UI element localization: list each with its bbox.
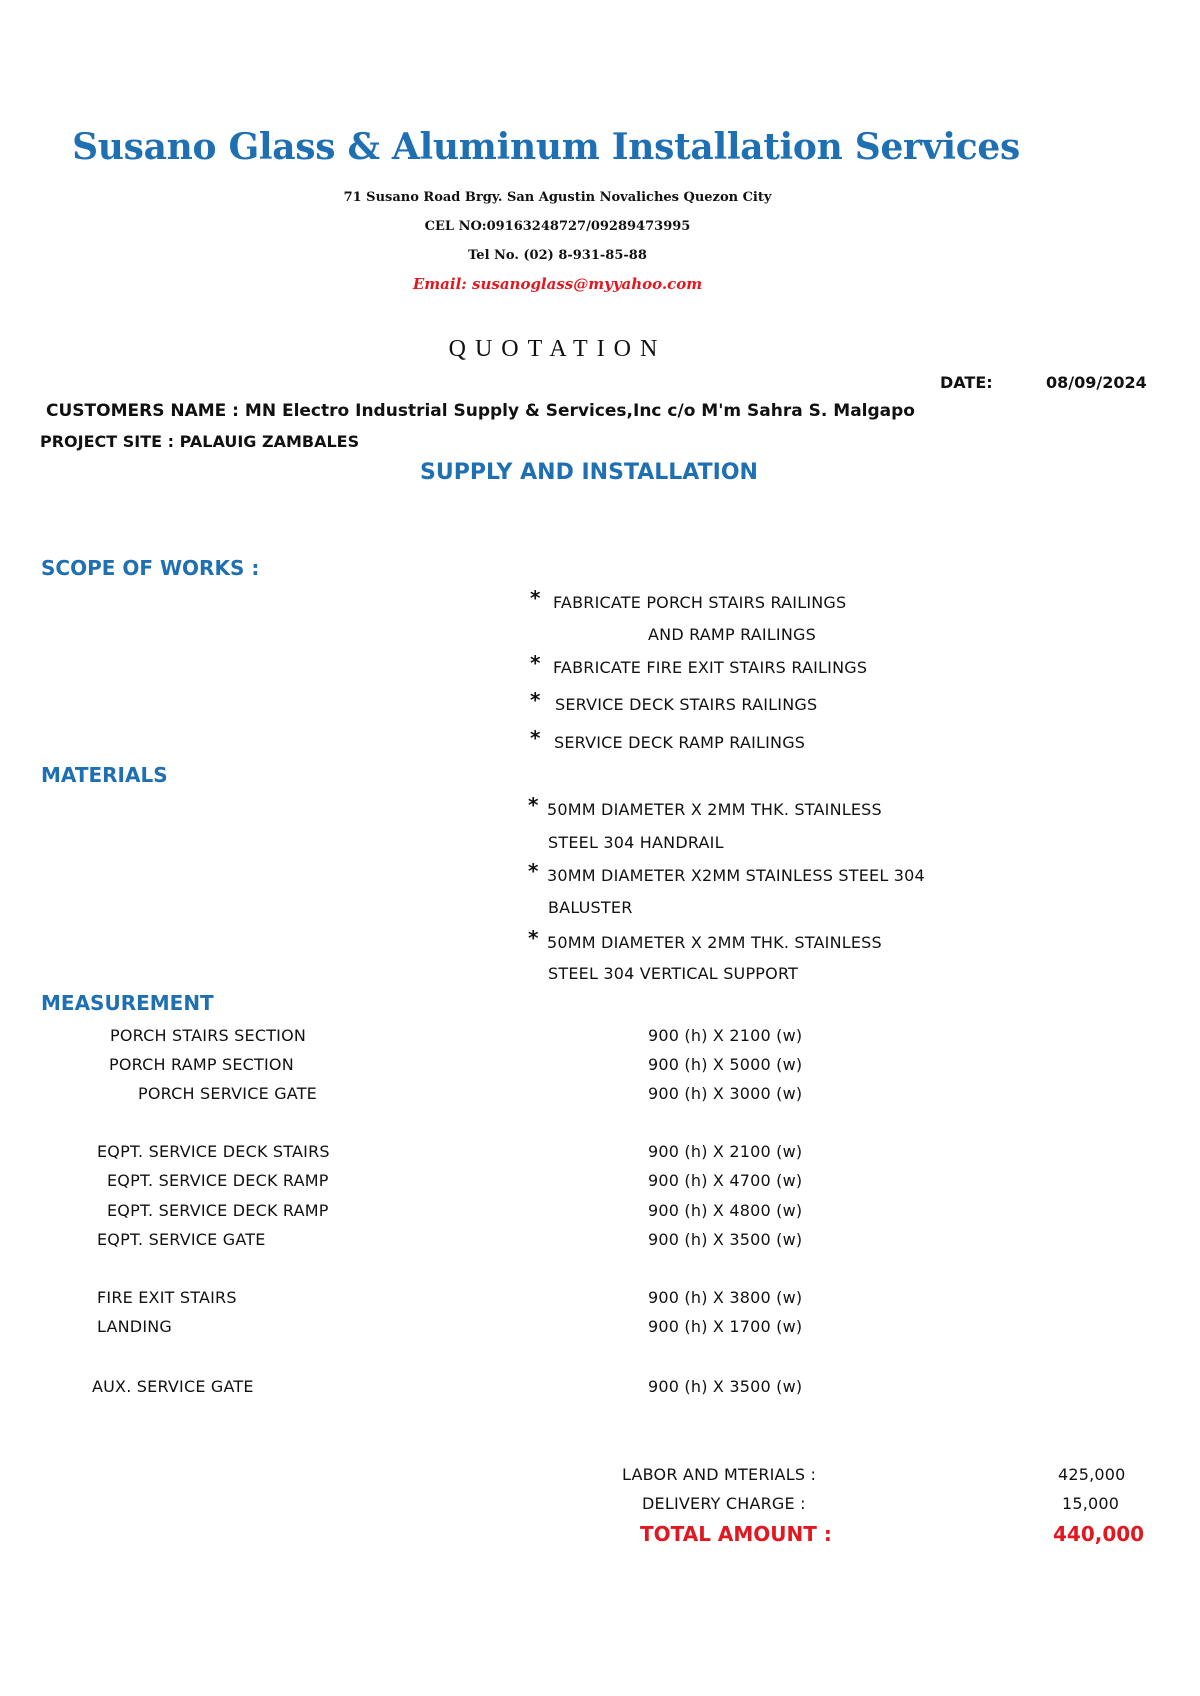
materials-bullet: *	[528, 859, 539, 883]
measurement-label: LANDING	[97, 1317, 173, 1336]
measurement-label: PORCH RAMP SECTION	[109, 1055, 294, 1074]
company-email: Email: susanoglass@myyahoo.com	[412, 275, 703, 293]
scope-item: FABRICATE FIRE EXIT STAIRS RAILINGS	[553, 658, 868, 677]
company-name: Susano Glass & Aluminum Installation Services	[72, 126, 1020, 168]
measurement-value: 900 (h) X 3500 (w)	[648, 1377, 803, 1396]
measurement-value: 900 (h) X 1700 (w)	[648, 1317, 803, 1336]
project-site: PROJECT SITE : PALAUIG ZAMBALES	[40, 432, 360, 451]
measurement-heading: MEASUREMENT	[41, 991, 214, 1015]
labor-value: 425,000	[1058, 1465, 1126, 1484]
material-item: 30MM DIAMETER X2MM STAINLESS STEEL 304	[547, 866, 925, 885]
scope-item: FABRICATE PORCH STAIRS RAILINGS	[553, 593, 847, 612]
scope-heading: SCOPE OF WORKS :	[41, 556, 260, 580]
measurement-label: PORCH STAIRS SECTION	[110, 1026, 307, 1045]
measurement-value: 900 (h) X 3000 (w)	[648, 1084, 803, 1103]
scope-item: AND RAMP RAILINGS	[648, 625, 816, 644]
customer-name: CUSTOMERS NAME : MN Electro Industrial Supply & Services,Inc c/o M'm Sahra S. Malgapo	[46, 401, 915, 421]
materials-bullet: *	[528, 926, 539, 950]
scope-item: SERVICE DECK STAIRS RAILINGS	[555, 695, 818, 714]
total-label: TOTAL AMOUNT :	[640, 1522, 832, 1546]
measurement-value: 900 (h) X 4800 (w)	[648, 1201, 803, 1220]
document-title: QUOTATION	[448, 336, 667, 362]
materials-heading: MATERIALS	[41, 763, 168, 787]
measurement-label: FIRE EXIT STAIRS	[97, 1288, 237, 1307]
scope-bullet: *	[530, 651, 541, 675]
materials-bullet: *	[528, 793, 539, 817]
measurement-value: 900 (h) X 4700 (w)	[648, 1171, 803, 1190]
company-address: 71 Susano Road Brgy. San Agustin Novaliches Quezon City	[343, 190, 772, 205]
scope-bullet: *	[530, 688, 541, 712]
labor-label: LABOR AND MTERIALS :	[622, 1465, 817, 1484]
company-tel: Tel No. (02) 8-931-85-88	[468, 248, 647, 263]
material-item: 50MM DIAMETER X 2MM THK. STAINLESS	[547, 800, 882, 819]
material-item: STEEL 304 HANDRAIL	[548, 833, 724, 852]
measurement-label: EQPT. SERVICE DECK RAMP	[107, 1171, 329, 1190]
date-value: 08/09/2024	[1046, 373, 1147, 392]
measurement-label: EQPT. SERVICE GATE	[97, 1230, 266, 1249]
measurement-value: 900 (h) X 5000 (w)	[648, 1055, 803, 1074]
delivery-value: 15,000	[1062, 1494, 1120, 1513]
date-label: DATE:	[940, 373, 993, 392]
company-cel: CEL NO:09163248727/09289473995	[424, 219, 691, 234]
delivery-label: DELIVERY CHARGE :	[642, 1494, 806, 1513]
scope-bullet: *	[530, 586, 541, 610]
scope-bullet: *	[530, 726, 541, 750]
material-item: STEEL 304 VERTICAL SUPPORT	[548, 964, 799, 983]
measurement-value: 900 (h) X 2100 (w)	[648, 1026, 803, 1045]
measurement-label: EQPT. SERVICE DECK STAIRS	[97, 1142, 330, 1161]
measurement-value: 900 (h) X 2100 (w)	[648, 1142, 803, 1161]
measurement-value: 900 (h) X 3800 (w)	[648, 1288, 803, 1307]
measurement-label: EQPT. SERVICE DECK RAMP	[107, 1201, 329, 1220]
material-item: 50MM DIAMETER X 2MM THK. STAINLESS	[547, 933, 882, 952]
scope-item: SERVICE DECK RAMP RAILINGS	[554, 733, 806, 752]
material-item: BALUSTER	[548, 898, 633, 917]
subtitle: SUPPLY AND INSTALLATION	[420, 460, 758, 485]
measurement-label: AUX. SERVICE GATE	[92, 1377, 254, 1396]
measurement-label: PORCH SERVICE GATE	[138, 1084, 317, 1103]
measurement-value: 900 (h) X 3500 (w)	[648, 1230, 803, 1249]
total-value: 440,000	[1053, 1522, 1145, 1546]
